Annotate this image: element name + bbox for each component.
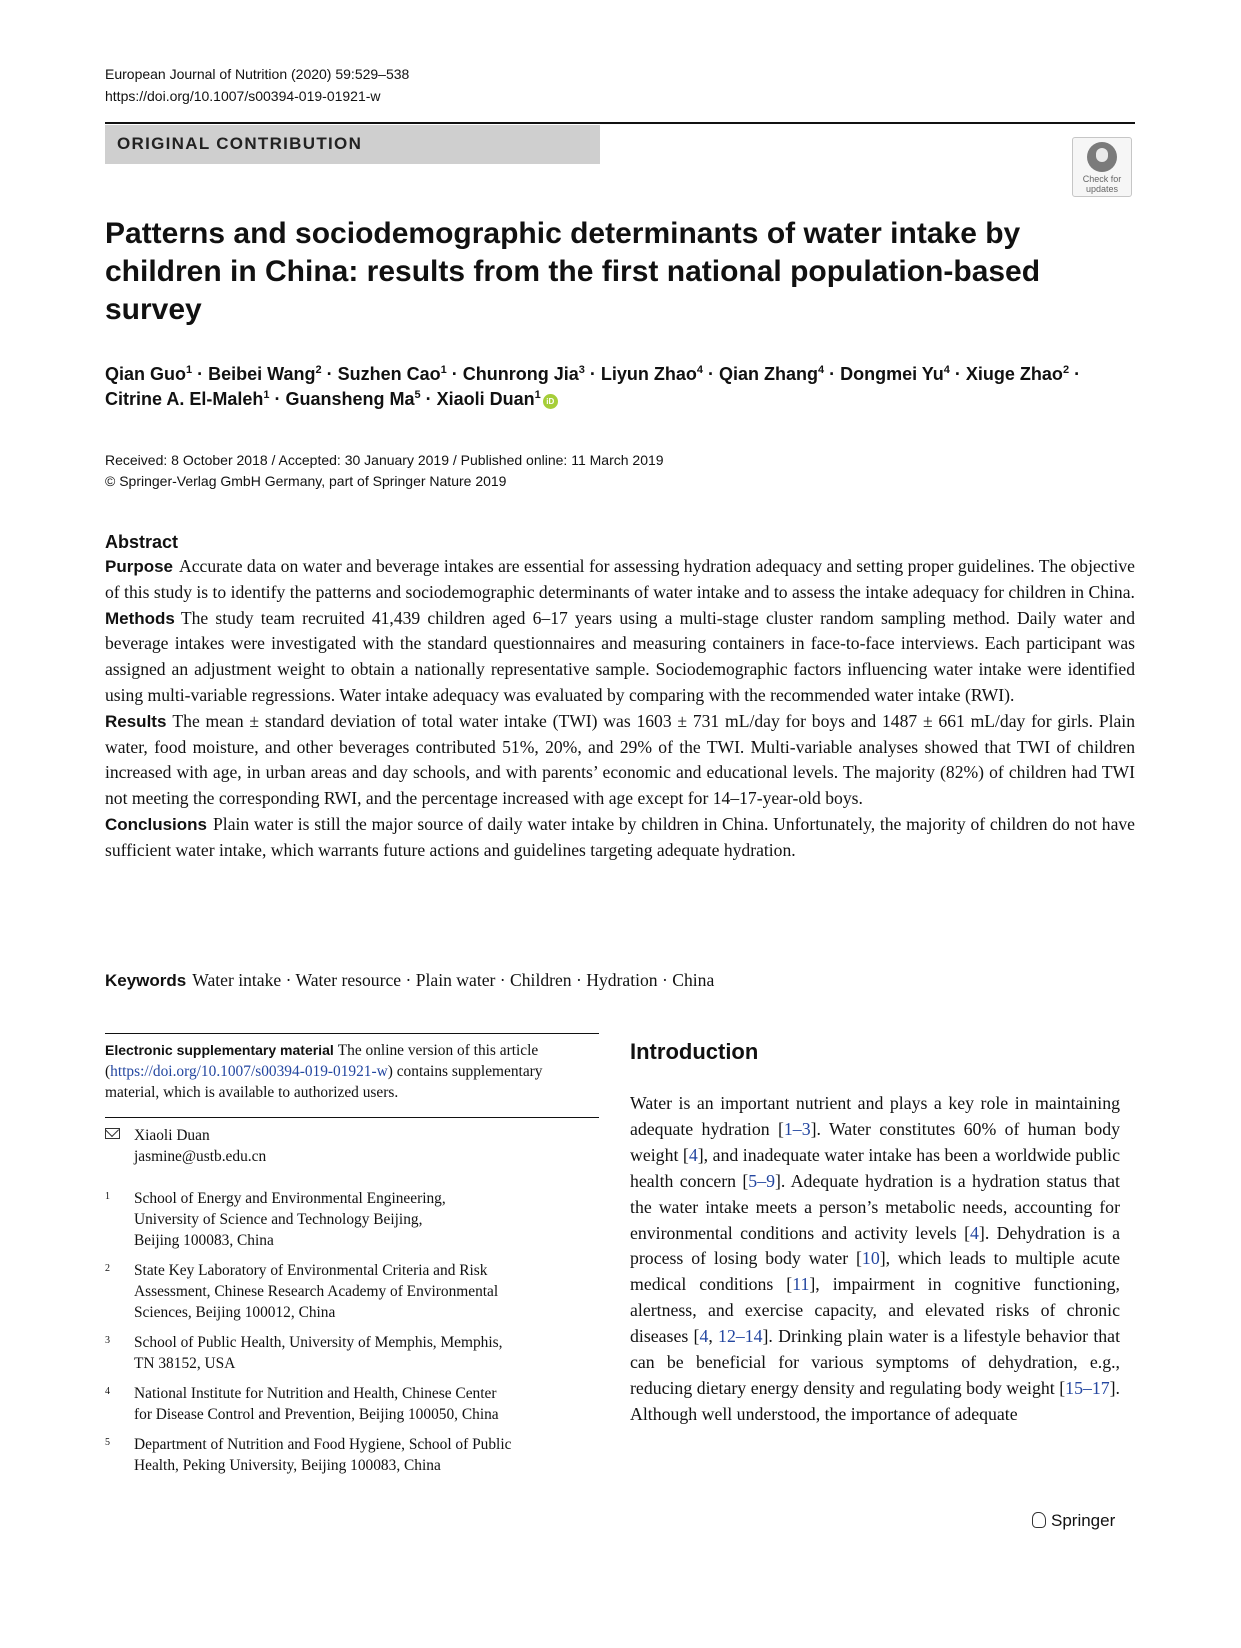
- author-affiliation-mark: 1: [440, 364, 447, 376]
- author-affiliation-mark: 2: [1062, 364, 1070, 376]
- envelope-icon: [105, 1128, 120, 1139]
- author-affiliation-mark: 4: [943, 364, 950, 376]
- corresponding-author: Xiaoli Duan: [134, 1127, 210, 1144]
- springer-horse-icon: [1032, 1512, 1046, 1528]
- author-affiliation-mark: 4: [817, 364, 825, 376]
- author-name-text: Qian Zhang: [718, 364, 818, 384]
- affiliation-number: 2: [105, 1263, 110, 1274]
- section-label: ORIGINAL CONTRIBUTION: [117, 134, 363, 153]
- author-affiliation-mark: 4: [696, 364, 703, 376]
- affiliation-item: [105, 1188, 599, 1251]
- affiliation-line: for Disease Control and Prevention, Beijing 100050, China: [134, 1406, 499, 1423]
- esm-link[interactable]: https://doi.org/10.1007/s00394-019-01921-w: [110, 1063, 388, 1080]
- keywords-text: Water intake · Water resource · Plain water · Children · Hydration · China: [192, 970, 715, 990]
- affiliation-item: [105, 1260, 599, 1323]
- affiliation-line: Beijing 100083, China: [134, 1232, 274, 1249]
- supplementary-note: [105, 1040, 599, 1103]
- author-name-text: Beibei Wang: [208, 364, 316, 384]
- check-for-updates-button[interactable]: [1072, 137, 1132, 197]
- author-name: [105, 389, 269, 409]
- abstract-purpose-label: Purpose: [105, 557, 174, 576]
- introduction-heading: Introduction: [630, 1039, 759, 1064]
- check-updates-icon: [1087, 142, 1117, 172]
- author-name-text: Xiaoli Duan: [436, 389, 535, 409]
- section-label-bar: [105, 125, 600, 164]
- citation-link[interactable]: 15–17: [1065, 1377, 1110, 1398]
- publication-dates: [105, 450, 664, 492]
- author-name-text: Qian Guo: [105, 364, 186, 384]
- introduction-section: [630, 1038, 1120, 1428]
- citation-link[interactable]: 10: [861, 1248, 880, 1269]
- abstract-conclusions: [105, 812, 1135, 864]
- intro-text: ]. Dehydration is a process of losing body water [: [630, 1222, 1120, 1269]
- date-history: Received: 8 October 2018 / Accepted: 30 January 2019 / Published online: 11 March 2019: [105, 452, 664, 468]
- affiliation-line: Sciences, Beijing 100012, China: [134, 1304, 336, 1321]
- correspondence: [105, 1125, 266, 1167]
- author-name: [285, 389, 420, 409]
- introduction-body: [630, 1091, 1120, 1428]
- abstract-purpose-text: Accurate data on water and beverage intakes are essential for assessing hydration adequacy and setting proper guidelines. The objective of this study is to identify the patterns and sociodemographic determinants of water intake and to assess the intake adequacy for children in China.: [105, 556, 1135, 602]
- affiliation-line: Health, Peking University, Beijing 100083, China: [134, 1457, 441, 1474]
- affiliation-item: [105, 1383, 599, 1425]
- intro-text: ]. Drinking plain water is a lifestyle behavior that can be beneficial for various symptoms of dehydration, e.g., reducing dietary energy density and regulating body weight [: [630, 1326, 1121, 1398]
- author-name-text: Suzhen Cao: [337, 364, 441, 384]
- orcid-icon[interactable]: iD: [543, 394, 558, 409]
- keywords: [105, 968, 714, 993]
- intro-text: ]. Although well understood, the importance of adequate: [630, 1377, 1120, 1424]
- abstract: [105, 530, 1135, 864]
- author-name: [966, 364, 1069, 384]
- affiliation-number: 5: [105, 1437, 110, 1448]
- publisher-name: Springer: [1051, 1511, 1116, 1530]
- author-affiliation-mark: 2: [315, 364, 322, 376]
- intro-text: ]. Adequate hydration is a hydration status that the water intake meets a person’s metabolic needs, accounting for environmental conditions and activity levels [: [630, 1170, 1120, 1243]
- footnote-rule-top: [105, 1033, 599, 1034]
- author-name: [208, 364, 321, 384]
- affiliation-line: Department of Nutrition and Food Hygiene, School of Public: [134, 1436, 512, 1453]
- intro-text: ], which leads to multiple acute medical conditions [: [630, 1248, 1120, 1295]
- journal-header: [105, 63, 409, 107]
- affiliation-line: University of Science and Technology Beijing,: [134, 1211, 423, 1228]
- author-name: [840, 364, 950, 384]
- author-name: [463, 364, 585, 384]
- corresponding-email[interactable]: jasmine@ustb.edu.cn: [134, 1148, 267, 1165]
- affiliation-number: 3: [105, 1335, 110, 1346]
- citation-link[interactable]: 4: [699, 1326, 709, 1347]
- affiliation-line: National Institute for Nutrition and Health, Chinese Center: [134, 1385, 497, 1402]
- author-name-text: Citrine A. El-Maleh: [105, 389, 264, 409]
- author-name-text: Xiuge Zhao: [965, 364, 1063, 384]
- affiliation-line: TN 38152, USA: [134, 1355, 236, 1372]
- author-affiliation-mark: 1: [263, 389, 270, 401]
- abstract-results-text: The mean ± standard deviation of total water intake (TWI) was 1603 ± 731 mL/day for boys and 1487 ± 661 mL/day for girls. Plain water, food moisture, and other beverages contributed 51%, 20%, and 29% of the TWI. Multi-variable analyses showed that TWI of children increased with age, in urban areas and day schools, and with parents’ economic and educational levels. The majority (82%) of children had TWI not meeting the corresponding RWI, and the percentage increased with age except for 14–17-year-old boys.: [105, 710, 1135, 809]
- intro-text: ,: [708, 1326, 719, 1347]
- affiliations: [105, 1188, 599, 1485]
- author-name-text: Liyun Zhao: [600, 364, 697, 384]
- intro-text: ], impairment in cognitive functioning, alertness, and exercise capacity, and elevated risks of chronic diseases [: [630, 1274, 1120, 1347]
- abstract-results: [105, 709, 1135, 812]
- abstract-methods: [105, 606, 1135, 709]
- affiliation-line: School of Public Health, University of Memphis, Memphis,: [134, 1334, 503, 1351]
- author-affiliation-mark: 1: [534, 389, 541, 401]
- author-list: Qian Guo$^1$ · Beibei Wang$^2$ · Suzhen Cao$^1$ · Chunrong Jia$^3$ · Liyun Zhao$^4$ · Qian Zhang$^4$ · Dongmei $Yu^4$ · Xiuge Zhao$^2$ · Citrine A. El-Maleh$^1$ · Guansheng $Ma^5$ · Xiaoli Duan$^1$iD: [105, 364, 1081, 409]
- check-updates-label-2: updates: [1085, 184, 1119, 194]
- affiliation-line: School of Energy and Environmental Engineering,: [134, 1190, 446, 1207]
- citation-link[interactable]: 5–9: [748, 1170, 775, 1191]
- keywords-label: Keywords: [105, 971, 187, 990]
- abstract-purpose: [105, 554, 1135, 606]
- citation-link[interactable]: 11: [792, 1274, 810, 1295]
- doi-link[interactable]: https://doi.org/10.1007/s00394-019-01921-w: [105, 88, 381, 104]
- affiliation-number: 4: [105, 1386, 110, 1397]
- intro-text: ], and inadequate water intake has been a worldwide public health concern [: [630, 1144, 1120, 1191]
- author-name: [601, 364, 703, 384]
- author-affiliation-mark: 5: [414, 389, 421, 401]
- header-rule: [105, 122, 1135, 124]
- abstract-methods-label: Methods: [105, 608, 175, 628]
- copyright-line: © Springer-Verlag GmbH Germany, part of Springer Nature 2019: [105, 473, 507, 489]
- abstract-heading: Abstract: [105, 532, 179, 552]
- footnote-rule-bottom: [105, 1117, 599, 1118]
- abstract-methods-text: The study team recruited 41,439 children aged 6–17 years using a multi-stage cluster random sampling method. Daily water and beverage intakes were investigated with the standard questionnaires and measuring containers in face-to-face interviews. Each participant was assigned an adjustment weight to obtain a nationally representative sample. Sociodemographic factors influencing water intake were identified using multi-variable regressions. Water intake adequacy was evaluated by comparing with the recommended water intake (RWI).: [105, 607, 1135, 705]
- abstract-conclusions-text: Plain water is still the major source of daily water intake by children in China. Unfortunately, the majority of children do not have sufficient water intake, which warrants future actions and guidelines targeting adequate hydration.: [105, 813, 1135, 860]
- citation-link[interactable]: 12–14: [718, 1326, 763, 1347]
- esm-label: Electronic supplementary material: [105, 1042, 334, 1058]
- affiliation-item: [105, 1332, 599, 1374]
- check-updates-label-1: Check for: [1082, 174, 1122, 184]
- citation-link[interactable]: 4: [688, 1144, 698, 1165]
- affiliation-line: Assessment, Chinese Research Academy of Environmental: [134, 1283, 499, 1300]
- author-name-text: Dongmei Yu: [840, 364, 944, 384]
- author-name-text: Guansheng Ma: [285, 389, 415, 409]
- author-affiliation-mark: 1: [186, 364, 193, 376]
- abstract-results-label: Results: [105, 711, 167, 731]
- affiliation-line: State Key Laboratory of Environmental Criteria and Risk: [134, 1262, 488, 1279]
- affiliation-item: [105, 1434, 599, 1476]
- publisher-logo: [1032, 1510, 1115, 1532]
- author-name: [338, 364, 447, 384]
- article-title: Patterns and sociodemographic determinants of water intake by children in China: results from the first national population-based survey: [105, 217, 1041, 326]
- author-name: [437, 389, 541, 409]
- esm-text-after: ) contains supplementary material, which is available to authorized users.: [105, 1063, 543, 1101]
- citation-link[interactable]: 4: [970, 1222, 979, 1243]
- author-name-text: Chunrong Jia: [462, 364, 579, 384]
- intro-text: Water is an important nutrient and plays a key role in maintaining adequate hydration [: [630, 1093, 1120, 1139]
- affiliation-number: 1: [105, 1191, 110, 1202]
- esm-text-before: The online version of this article (: [105, 1042, 539, 1080]
- author-name: [719, 364, 824, 384]
- abstract-conclusions-label: Conclusions: [105, 814, 208, 834]
- author-name: [105, 364, 192, 384]
- citation-link[interactable]: 1–3: [783, 1118, 811, 1139]
- intro-text: ]. Water constitutes 60% of human body weight [: [630, 1118, 1121, 1165]
- journal-citation: European Journal of Nutrition (2020) 59:529–538: [105, 66, 410, 82]
- author-affiliation-mark: 3: [578, 364, 585, 376]
